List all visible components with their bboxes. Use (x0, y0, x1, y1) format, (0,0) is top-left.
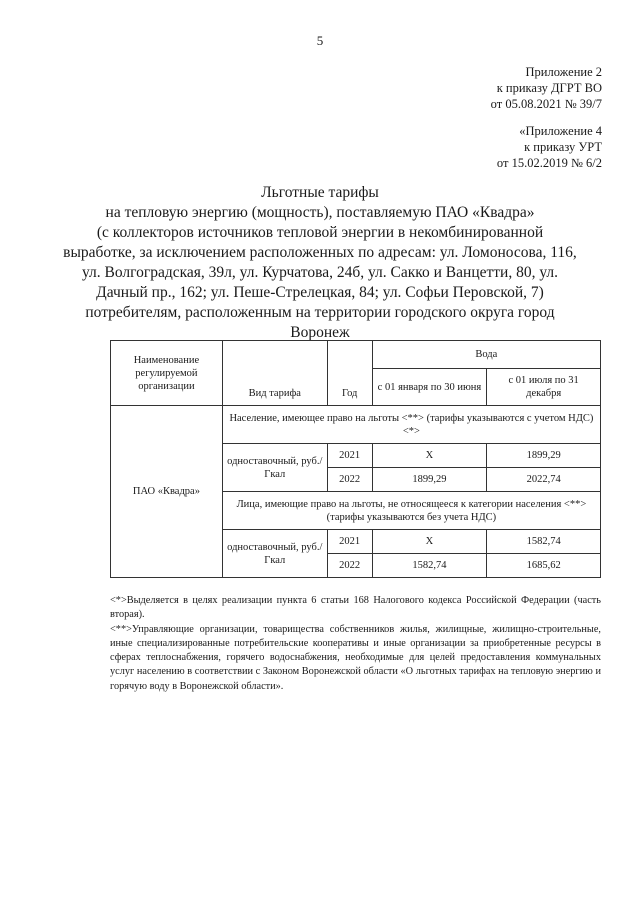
organization-cell: ПАО «Квадра» (111, 406, 223, 578)
year-cell: 2021 (327, 444, 372, 468)
header-organization: Наименование регулируемой организации (111, 341, 223, 406)
period-2-value: 1685,62 (487, 554, 601, 578)
tariff-type-cell: одноставочный, руб./Гкал (222, 530, 327, 578)
title-line: ул. Волгоградская, 39л, ул. Курчатова, 24б, ул. Сакко и Ванцетти, 80, ул. (81, 264, 559, 281)
table-header-row (111, 341, 601, 369)
year-cell: 2022 (327, 554, 372, 578)
page-number: 5 (316, 33, 324, 48)
appendix-4-order: к приказу УРТ (524, 140, 602, 154)
period-2-value: 2022,74 (487, 468, 601, 492)
section-title-non-population: Лица, имеющие право на льготы, не относящееся к категории населения <**> (тарифы указываются без учета НДС) (222, 492, 600, 530)
title-line: Дачный пр., 162; ул. Пеше-Стрелецкая, 84; ул. Софьи Перовской, 7) (96, 284, 544, 301)
title-line: выработке, за исключением расположенных по адресам: ул. Ломоносова, 116, (63, 244, 577, 261)
appendix-2-date: от 05.08.2021 № 39/7 (490, 97, 602, 111)
tariff-type-cell: одноставочный, руб./Гкал (222, 444, 327, 492)
tariff-table (110, 340, 601, 578)
year-cell: 2022 (327, 468, 372, 492)
section-row (111, 406, 601, 444)
year-cell: 2021 (327, 530, 372, 554)
appendix-4-title: «Приложение 4 (519, 124, 602, 138)
footnote-organizations: <**>Управляющие организации, товарищества собственников жилья, жилищные, жилищно-строительные, иные специализированные потребительские кооперативы и иные организации за приобретенные ресурсы в сферах теплоснабжения, горячего водоснабжения, необходимые для целей предоставления коммунальных услуг населению в соответствии с Законом Воронежской области «О льготных тарифах на тепловую энергию и горячую воду в Воронежской области». (110, 623, 601, 692)
appendix-4-date: от 15.02.2019 № 6/2 (496, 156, 602, 170)
appendix-2-order: к приказу ДГРТ ВО (496, 81, 602, 95)
title-line: Воронеж (290, 324, 350, 341)
header-tariff-type: Вид тарифа (222, 341, 327, 406)
period-1-value: X (372, 444, 487, 468)
section-title-population: Население, имеющее право на льготы <**> (тарифы указываются с учетом НДС) <*> (222, 406, 600, 444)
header-period-1: с 01 января по 30 июня (372, 369, 487, 406)
footnotes (110, 594, 601, 694)
period-1-value: 1582,74 (372, 554, 487, 578)
header-year: Год (327, 341, 372, 406)
appendix-4-reference (497, 123, 602, 171)
period-1-value: X (372, 530, 487, 554)
period-1-value: 1899,29 (372, 468, 487, 492)
period-2-value: 1582,74 (487, 530, 601, 554)
title-line: на тепловую энергию (мощность), поставляемую ПАО «Квадра» (105, 204, 535, 221)
appendix-2-title: Приложение 2 (525, 65, 602, 79)
title-line: потребителям, расположенным на территории городского округа город (85, 304, 555, 321)
footnote-vat: <*>Выделяется в целях реализации пункта 6 статьи 168 Налогового кодекса Российской Федерации (часть вторая). (110, 595, 601, 621)
title-line: (с коллекторов источников тепловой энергии в некомбинированной (96, 224, 544, 241)
appendix-2-reference (491, 64, 602, 112)
period-2-value: 1899,29 (487, 444, 601, 468)
header-period-2: с 01 июля по 31 декабря (487, 369, 601, 406)
document-title (40, 183, 600, 343)
header-water: Вода (372, 341, 600, 369)
title-line: Льготные тарифы (261, 184, 379, 201)
